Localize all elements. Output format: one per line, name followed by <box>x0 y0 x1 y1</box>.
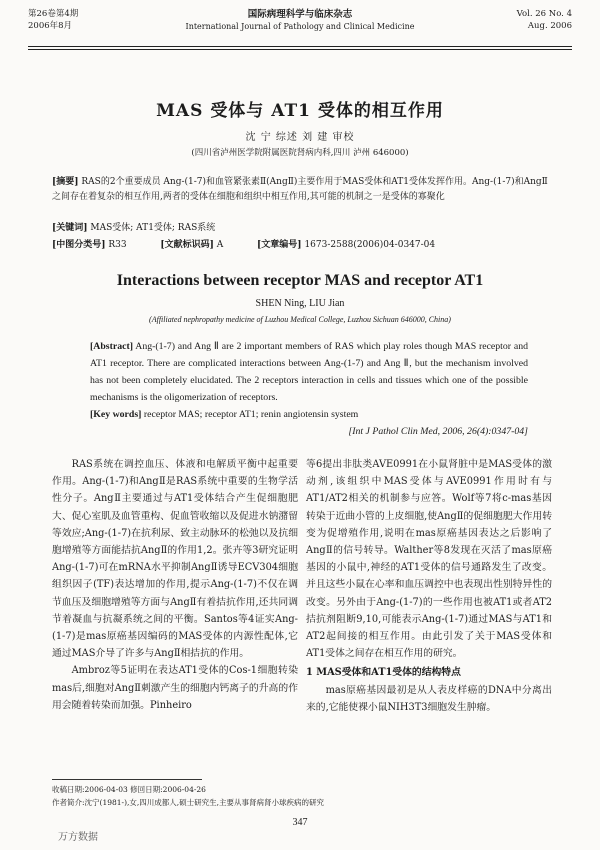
authors-en: SHEN Ning, LIU Jian <box>255 298 345 309</box>
running-header <box>28 8 572 50</box>
footnote-rule <box>52 779 202 780</box>
abstract-en-text: Ang-(1-7) and Ang Ⅱ are 2 important members of RAS which play roles though MAS receptor and AT1 receptor. There are complicated interactions between Ang-(1-7) and Ang Ⅱ, but the mechanism involved has not been completely elucidated. The 2 receptors interaction in cells and tissues which one of the possible mechanisms is the oligomerization of receptors. <box>90 341 528 403</box>
paper-title-cn: MAS 受体与 AT1 受体的相互作用 <box>156 101 444 121</box>
body-left-paragraph-1: RAS系统在调控血压、体液和电解质平衡中起重要作用。Ang-(1-7)和AngⅡ是RAS系统中重要的生物学活性分子。AngⅡ主要通过与AT1受体结合产生促细胞肥大、促心室肌及血管重构、促血管收缩以及促进水钠潴留等效应;Ang-(1-7)在抗利尿、致主动脉环的松弛以及抗细胞增殖等方面能拮抗AngⅡ的作用1,2。张卉等3研究证明Ang-(1-7)可在mRNA水平抑制AngⅡ诱导ECV304细胞组织因子(TF)表达增加的作用,提示Ang-(1-7)不仅在调节血压及细胞增殖等方面与AngⅡ有着拮抗作用,还共同调节着凝血与抗凝系统之间的平衡。Santos等4证实Ang-(1-7)是mas原癌基因编码的MAS受体的内源性配体,它通过MAS介导了许多与AngⅡ相拮抗的作用。 <box>52 459 298 660</box>
abstract-en-label: [Abstract] <box>90 341 133 352</box>
doc-code-label: [文献标识码] <box>160 240 214 250</box>
body-right-paragraph-2: mas原癌基因最初是从人表皮样癌的DNA中分离出来的,它能使裸小鼠NIH3T3细胞发生肿瘤。 <box>306 684 552 713</box>
journal-title-cn: 国际病理科学与临床杂志 <box>247 9 353 20</box>
abstract-cn <box>52 175 552 205</box>
footnote-author-bio: 作者简介:沈宁(1981-),女,四川成都人,硕士研究生,主要从事肾病肾小球疾病的研究 <box>52 798 325 807</box>
body-column-right <box>306 456 552 716</box>
keywords-cn-label: [关键词] <box>52 223 88 233</box>
body-left-paragraph-2: Ambroz等5证明在表达AT1受体的Cos-1细胞转染mas后,细胞对AngⅡ刺激产生的细胞内钙离子的升高的作用会随着转染而加强。Pinheiro <box>52 665 298 711</box>
authors-cn: 沈 宁 综述 刘 建 审校 <box>245 132 355 143</box>
keywords-en-label: [Key words] <box>90 409 142 420</box>
page-number: 347 <box>292 817 308 828</box>
date-en: Aug. 2006 <box>527 21 572 31</box>
clc-label: [中图分类号] <box>52 240 106 250</box>
article-no-label: [文章编号] <box>257 240 302 250</box>
watermark: 万方数据 <box>58 832 98 843</box>
header-rule-thin <box>28 49 572 50</box>
section-heading-1: 1 MAS受体和AT1受体的结构特点 <box>306 667 461 679</box>
volume-issue: 第26卷第4期 <box>28 9 79 19</box>
citation-en: [Int J Pathol Clin Med, 2006, 26(4):0347-04] <box>348 426 528 437</box>
footnote-received: 收稿日期:2006-04-03 修回日期:2006-04-26 <box>52 785 206 794</box>
body-column-left <box>52 456 298 714</box>
article-no-value: 1673-2588(2006)04-0347-04 <box>304 240 436 250</box>
keywords-cn-text: MAS受体; AT1受体; RAS系统 <box>90 223 216 233</box>
header-right <box>517 8 572 32</box>
affiliation-cn: (四川省泸州医学院附属医院肾病内科,四川 泸州 646000) <box>191 148 409 158</box>
keywords-cn <box>52 221 552 235</box>
volume-number-en: Vol. 26 No. 4 <box>516 9 572 19</box>
journal-title-en: International Journal of Pathology and Clinical Medicine <box>185 22 415 31</box>
keywords-en-text: receptor MAS; receptor AT1; renin angiotensin system <box>143 409 359 420</box>
doc-code-value: A <box>216 240 224 250</box>
abstract-cn-text: RAS的2个重要成员 Ang-(1-7)和血管紧张素Ⅱ(AngⅡ)主要作用于MAS受体和AT1受体发挥作用。Ang-(1-7)和AngⅡ之间存在着复杂的相互作用,两者的受体在细胞和组织中相互作用,其可能的机制之一是受体的寡聚化 <box>52 177 548 202</box>
body-right-paragraph-1: 等6提出非肽类AVE0991在小鼠肾脏中是MAS受体的激动剂,该组织中MAS受体与AVE0991作用时有与AT1/AT2相关的机制参与应答。Wolf等7将c-mas基因转染于近曲小管的上皮细胞,使AngⅡ的促细胞肥大作用转变为促增殖作用,说明在mas原癌基因表达之后影响了AngⅡ的信号转导。Walther等8发现在灭活了mas原癌基因的小鼠中,神经的AT1受体的信号通路发生了改变。并且这些小鼠在心率和血压调控中也表现出性别特异性的改变。另外由于Ang-(1-7)的一些作用也被AT1或者AT2拮抗剂阻断9,10,可能表示Ang-(1-7)通过MAS与AT1和AT2起间接的相互作用。由此引发了关于MAS受体和AT1受体之间存在相互作用的研究。 <box>306 459 552 660</box>
abstract-en <box>90 338 528 406</box>
header-rule <box>28 46 572 47</box>
paper-title-en: Interactions between receptor MAS and receptor AT1 <box>116 272 484 289</box>
abstract-cn-label: [摘要] <box>52 177 79 187</box>
keywords-en <box>90 407 528 422</box>
issue-date: 2006年8月 <box>28 21 73 31</box>
clc-value: R33 <box>108 240 127 250</box>
classification-row <box>52 238 552 252</box>
affiliation-en: (Affiliated nephropathy medicine of Luzhou Medical College, Luzhou Sichuan 646000, China) <box>149 315 451 324</box>
